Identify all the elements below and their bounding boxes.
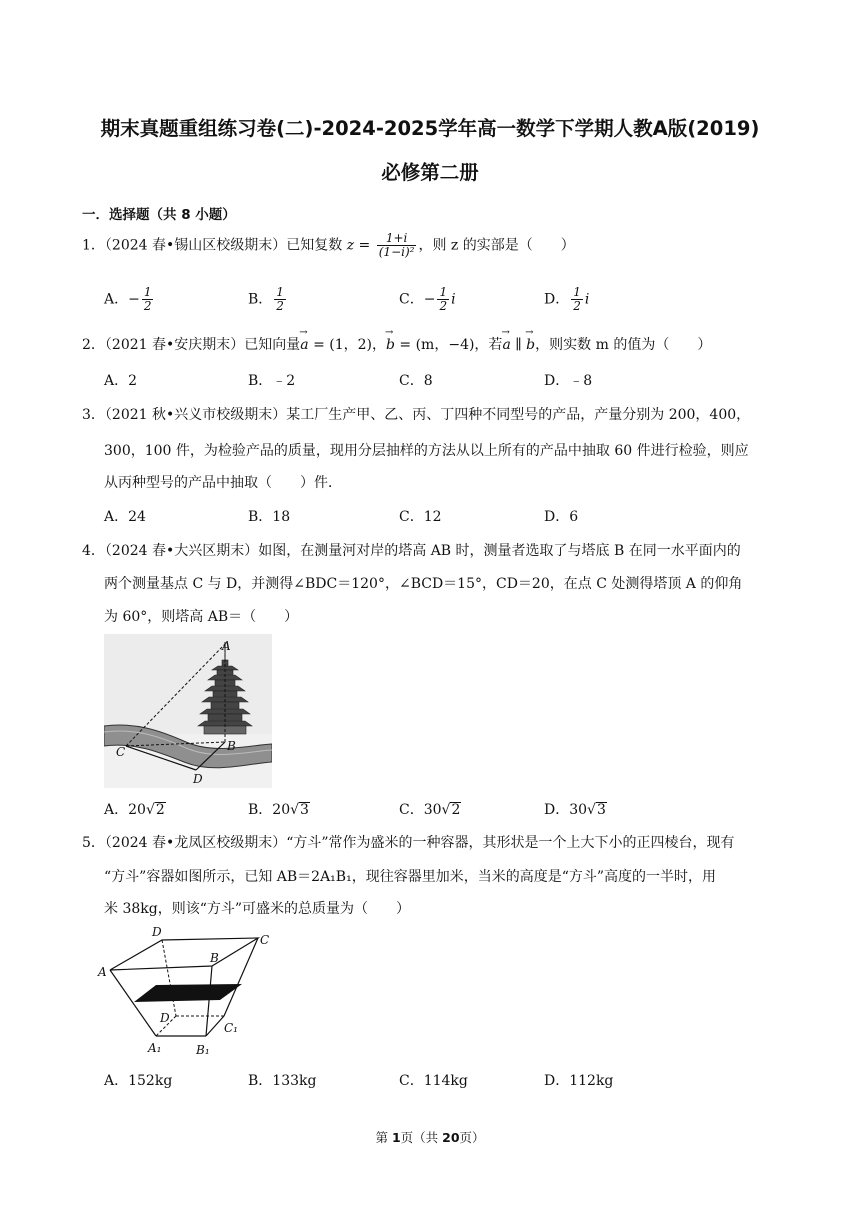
q4-option-d: D．30√3 — [544, 802, 606, 818]
vector-b: → b — [386, 337, 395, 353]
fig-label-b: B — [227, 739, 236, 753]
q5-option-d: D．112kg — [544, 1073, 614, 1089]
q1-option-c: C．− $\frac{1}{2}$ i — [399, 285, 456, 313]
q4-option-a: A．20√2 — [104, 802, 165, 818]
section-heading: 一．选择题（共 8 小题） — [82, 207, 236, 223]
q5-option-b: B．133kg — [248, 1073, 317, 1089]
page-footer: 第 1页（共 20页） — [375, 1130, 485, 1145]
document-subtitle: 必修第二册 — [381, 161, 479, 184]
q1-option-a: A．− $\frac{1}{2}$ — [104, 285, 152, 313]
question-2: 2．（2021 春•安庆期末）已知向量→ a = (1，2)，→ b = (m，−4)，若→ a ∥ → b，则实数 m 的值为（ ） — [82, 334, 711, 354]
fig-label-c: C — [116, 745, 126, 759]
question-5-line-1: 5．（2024 春•龙凤区校级期末）“方斗”常作为盛米的一种容器，其形状是一个上大下小的正四棱台，现有 — [82, 835, 735, 851]
fig5-label-b1: B₁ — [196, 1043, 210, 1057]
fig5-label-a1: A₁ — [148, 1041, 162, 1055]
q3-option-b: B．18 — [248, 509, 291, 525]
current-page-number: 1 — [391, 1130, 401, 1145]
vector-a: → a — [300, 337, 308, 353]
q5-option-a: A．152kg — [104, 1073, 173, 1089]
fig5-label-b: B — [210, 951, 219, 965]
question-1: 1．（2024 春•锡山区校级期末）已知复数 z = $\frac{1+i}{\text{(1−i)²}}$ ，则 z 的实部是（ ） — [82, 231, 575, 259]
document-title: 期末真题重组练习卷(二)-2024-2025学年高一数学下学期人教A版(2019) — [100, 117, 760, 140]
question-4-line-2: 两个测量基点 C 与 D，并测得∠BDC＝120°，∠BCD＝15°，CD＝20，在点 C 处测得塔顶 A 的仰角 — [104, 576, 743, 592]
total-page-count: 20 — [442, 1130, 460, 1145]
q2-option-c: C．8 — [399, 373, 433, 389]
question-3-line-3: 从丙种型号的产品中抽取（ ）件． — [104, 475, 342, 491]
q3-option-d: D．6 — [544, 509, 579, 525]
q2-option-a: A．2 — [104, 373, 138, 389]
q1-fraction: $\frac{1+i}{\text{(1−i)²}}$ — [378, 231, 415, 259]
fig5-label-c: C — [260, 933, 270, 947]
tower-river-figure — [104, 634, 272, 788]
fangdou-figure — [96, 922, 276, 1062]
q5-option-c: C．114kg — [399, 1073, 468, 1089]
fig5-label-d: D — [152, 925, 162, 939]
question-5-line-3: 米 38kg，则该“方斗”可盛米的总质量为（ ） — [104, 901, 411, 917]
question-3-line-2: 300，100 件，为检验产品的质量，现用分层抽样的方法从以上所有的产品中抽取 60 件进行检验，则应 — [104, 443, 749, 459]
fig5-label-c1: C₁ — [224, 1021, 238, 1035]
q1-option-b: B． $\frac{1}{2}$ — [248, 285, 284, 313]
q4-option-c: C．30√2 — [399, 802, 461, 818]
fig5-label-a: A — [98, 965, 107, 979]
question-4-line-1: 4．（2024 春•大兴区期末）如图，在测量河对岸的塔高 AB 时，测量者选取了与塔底 B 在同一水平面内的 — [82, 543, 741, 559]
question-5-line-2: “方斗”容器如图所示，已知 AB＝2A₁B₁，现往容器里加米，当米的高度是“方斗”高度的一半时，用 — [104, 869, 717, 885]
fig5-label-d1: D — [160, 1011, 170, 1025]
q2-option-d: D．﹣8 — [544, 373, 593, 389]
q3-option-a: A．24 — [104, 509, 146, 525]
fig-label-d: D — [193, 772, 203, 786]
q3-option-c: C．12 — [399, 509, 442, 525]
fig-label-a: A — [222, 639, 231, 653]
question-3-line-1: 3．（2021 秋•兴义市校级期末）某工厂生产甲、乙、丙、丁四种不同型号的产品，产量分别为 200，400， — [82, 407, 751, 423]
q1-option-d: D． $\frac{1}{2}$ i — [544, 285, 590, 313]
q4-option-b: B．20√3 — [248, 802, 309, 818]
question-4-line-3: 为 60°，则塔高 AB＝（ ） — [104, 609, 299, 625]
q2-option-b: B．﹣2 — [248, 373, 296, 389]
